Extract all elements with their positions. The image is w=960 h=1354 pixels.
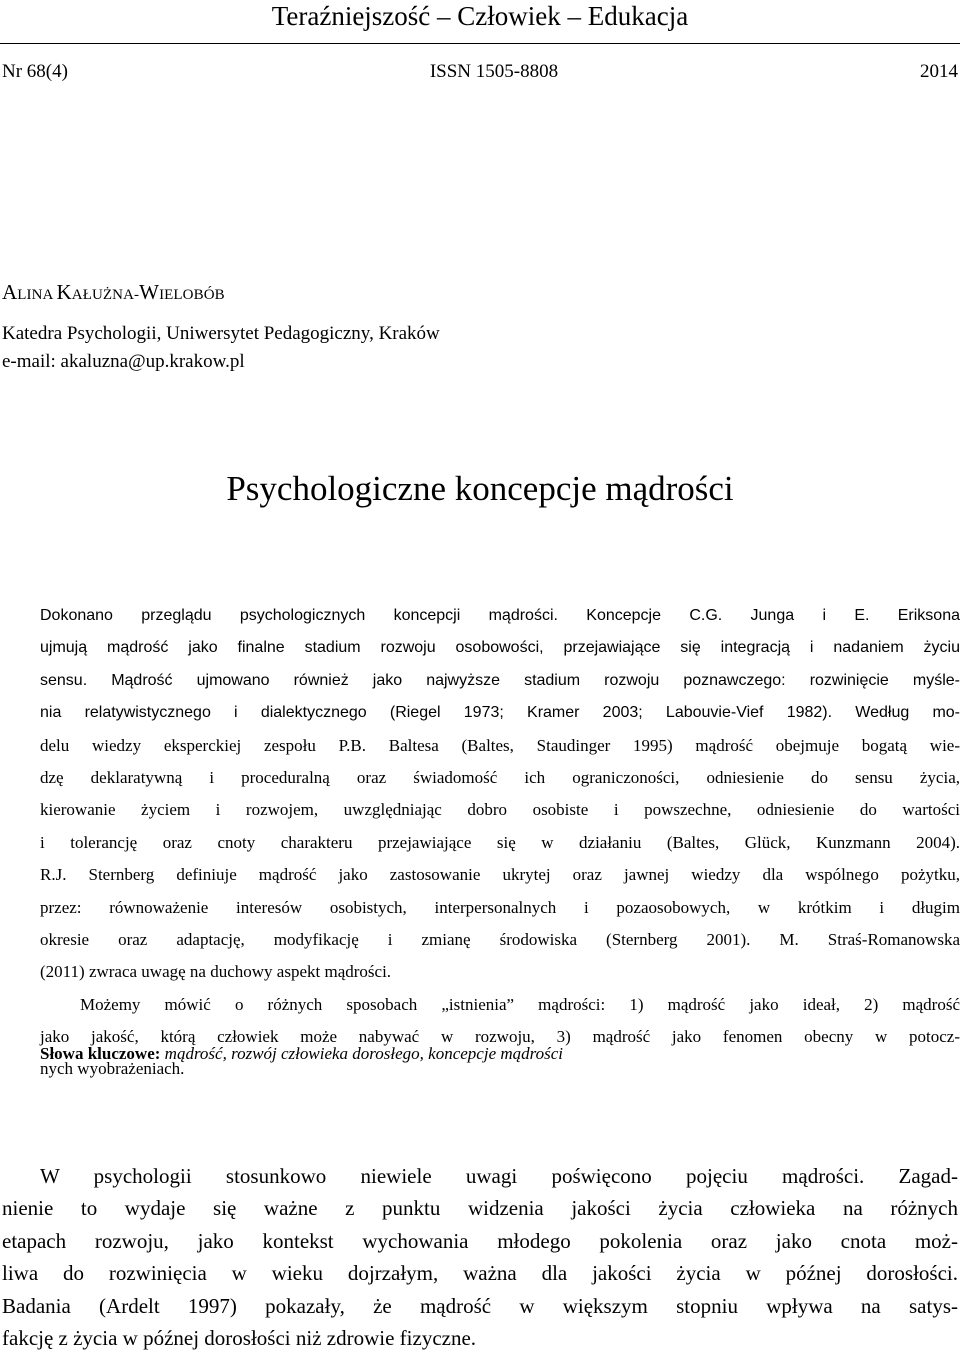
abstract-line: okresie oraz adaptację, modyfikację i zmianę środowiska (Sternberg 2001). M. Straś-Romanowska <box>40 929 960 949</box>
abstract-line: (2011) zwraca uwagę na duchowy aspekt mądrości. <box>40 962 392 982</box>
abstract-line: kierowanie życiem i rozwojem, uwzględniając dobro osobiste i powszechne, odniesienie do wartości <box>40 800 960 820</box>
keywords-text: mądrość, rozwój człowieka dorosłego, koncepcje mądrości <box>164 1044 564 1063</box>
author-name-part: K <box>56 280 72 304</box>
abstract-line: sensu. Mądrość ujmowano również jako najwyższe stadium rozwoju poznawczego: rozwinięcie myśle- <box>40 671 960 689</box>
keywords <box>40 1042 563 1066</box>
abstract-line: Możemy mówić o różnych sposobach „istnienia” mądrości: 1) mądrość jako ideał, 2) mądrość <box>80 994 960 1014</box>
body-paragraph-line: etapach rozwoju, jako kontekst wychowania młodego pokolenia oraz jako cnota moż- <box>2 1228 958 1253</box>
author-affiliation: Katedra Psychologii, Uniwersytet Pedagogiczny, Kraków <box>2 323 440 344</box>
author-name-part: LINA <box>17 287 57 303</box>
author-name <box>2 279 225 308</box>
abstract-line: jako jakość, którą człowiek może nabywać w rozwoju, 3) mądrość jako fenomen obecny w potocz- <box>40 1027 960 1047</box>
body-paragraph-line: fakcję z życia w późnej dorosłości niż zdrowie fizyczne. <box>2 1325 477 1350</box>
body-paragraph-line: W psychologii stosunkowo niewiele uwagi poświęcono pojęciu mądrości. Zagad- <box>40 1164 958 1188</box>
issue-info-row <box>2 60 958 84</box>
abstract <box>40 600 960 1086</box>
journal-title: Teraźniejszość – Człowiek – Edukacja <box>271 1 689 31</box>
header-rule <box>0 43 960 44</box>
abstract-line: delu wiedzy eksperckiej zespołu P.B. Baltesa (Baltes, Staudinger 1995) mądrość obejmuje bogatą wie- <box>40 735 960 755</box>
body-text <box>2 1160 958 1354</box>
abstract-line: ujmują mądrość jako finalne stadium rozwoju osobowości, przejawiające się integracją i nadaniem życiu <box>40 639 960 657</box>
author-name-part: W <box>139 280 160 304</box>
issue-year: 2014 <box>920 61 958 82</box>
abstract-line: nych wyobrażeniach. <box>40 1059 185 1079</box>
issue-number: Nr 68(4) <box>2 61 68 82</box>
issn: ISSN 1505-8808 <box>429 61 559 82</box>
body-paragraph-line: nienie to wydaje się ważne z punktu widzenia jakości życia człowieka na różnych <box>2 1196 958 1221</box>
author-email: e-mail: akaluzna@up.krakow.pl <box>2 351 245 372</box>
abstract-line: przez: równoważenie interesów osobistych, interpersonalnych i pozaosobowych, w krótkim i długim <box>40 897 960 917</box>
abstract-line: Dokonano przeglądu psychologicznych koncepcji mądrości. Koncepcje C.G. Junga i E. Eriksona <box>40 607 960 624</box>
author-name-part: IELOBÓB <box>159 287 225 303</box>
body-paragraph-line: liwa do rozwinięcia w wieku dojrzałym, ważna dla jakości życia w późnej dorosłości. <box>2 1261 958 1286</box>
author-name-part: AŁUŻNA- <box>71 287 140 303</box>
abstract-line: dzę deklaratywną i proceduralną oraz świadomość ich ograniczoności, odniesienie do sensu życia, <box>40 767 960 787</box>
body-paragraph-line: Badania (Ardelt 1997) pokazały, że mądrość w większym stopniu wpływa na satys- <box>2 1293 958 1318</box>
abstract-line: i tolerancję oraz cnoty charakteru przejawiające się w działaniu (Baltes, Glück, Kunzmann 2004). <box>40 832 960 852</box>
abstract-line: R.J. Sternberg definiuje mądrość jako zastosowanie ukrytej oraz jawnej wiedzy dla wspólnego pożytku, <box>40 865 960 885</box>
abstract-line: nia relatywistycznego i dialektycznego (Riegel 1973; Kramer 2003; Labouvie-Vief 1982). Według mo- <box>40 704 960 722</box>
keywords-label: Słowa kluczowe: <box>40 1044 161 1063</box>
author-name-part: A <box>2 280 18 304</box>
article-title: Psychologiczne koncepcje mądrości <box>226 469 734 508</box>
